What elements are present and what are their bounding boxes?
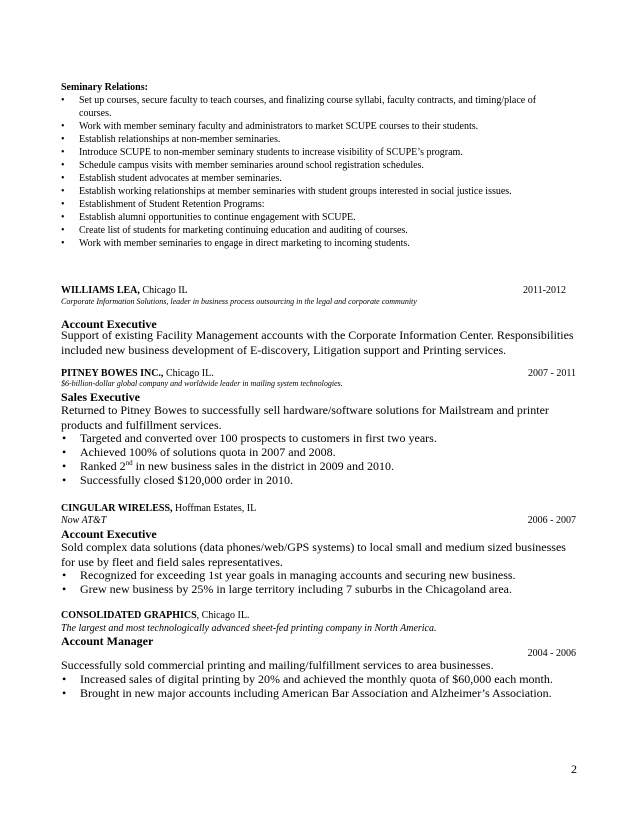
list-item: • Successfully closed $120,000 order in 2010. (62, 473, 577, 487)
company-location: Chicago IL (139, 285, 188, 296)
job-title: Account Manager (61, 634, 154, 648)
company-tagline: Corporate Information Solutions, leader in business process outsourcing in the legal and corporate community (61, 297, 417, 306)
list-item: • Create list of students for marketing continuing education and auditing of courses. (61, 224, 561, 237)
list-item: • Introduce SCUPE to non-member seminary students to increase visibility of SCUPE’s program. (61, 146, 561, 159)
job-dates: 2006 - 2007 (527, 515, 576, 526)
list-item: • Brought in new major accounts including American Bar Association and Alzheimer’s Association. (62, 686, 577, 700)
list-item: • Establish relationships at non-member seminaries. (61, 133, 561, 146)
cingular-bullet-list (62, 568, 577, 596)
company-tagline: $6-billion-dollar global company and worldwide leader in mailing system technologies. (61, 379, 343, 388)
company-name: CONSOLIDATED GRAPHICS (61, 610, 197, 621)
company-location: Chicago IL. (163, 368, 214, 379)
consolidated-header (61, 609, 576, 622)
job-dates: 2011-2012 (523, 285, 566, 296)
ranked-text-rest: in new business sales in the district in 2009 and 2010. (132, 459, 394, 473)
job-description: Returned to Pitney Bowes to successfully sell hardware/software solutions for Mailstream and printer products and fulfillment services. (61, 403, 549, 432)
list-item: • Establish working relationships at member seminaries with student groups interested in social justice issues. (61, 185, 561, 198)
job-description: Successfully sold commercial printing and mailing/fulfillment services to area businesses. (61, 658, 494, 672)
pitney-bullet-list (62, 431, 577, 487)
company-tagline: The largest and most technologically advanced sheet-fed printing company in North America. (61, 623, 437, 634)
job-title: Account Executive (61, 317, 157, 331)
job-description: Support of existing Facility Management accounts with the Corporate Information Center. Responsibilities included new business development of E-discovery, Litigation support and Printing services. (61, 328, 574, 357)
list-item: • Establish alumni opportunities to continue engagement with SCUPE. (61, 211, 561, 224)
list-item: • Increased sales of digital printing by 20% and achieved the monthly quota of $60,000 each month. (62, 672, 577, 686)
consolidated-bullet-list (62, 672, 577, 700)
company-name: PITNEY BOWES INC., (61, 368, 164, 379)
list-item: • Work with member seminary faculty and administrators to market SCUPE courses to their students. (61, 120, 561, 133)
company-tagline: Now AT&T (61, 515, 107, 526)
list-item: • Work with member seminaries to engage in direct marketing to incoming students. (61, 237, 561, 250)
job-title: Sales Executive (61, 390, 140, 404)
company-location: Hoffman Estates, IL (172, 503, 257, 514)
seminary-heading: Seminary Relations: (61, 82, 148, 93)
company-name: WILLIAMS LEA, (61, 285, 140, 296)
job-dates: 2004 - 2006 (527, 648, 576, 659)
job-title: Account Executive (61, 527, 157, 541)
seminary-bullet-list (61, 94, 561, 250)
list-item: • Recognized for exceeding 1st year goals in managing accounts and securing new business. (62, 568, 577, 582)
list-item: • Set up courses, secure faculty to teach courses, and finalizing course syllabi, faculty contracts, and timing/place of courses. (61, 94, 561, 120)
page-number: 2 (571, 762, 577, 776)
company-location: , Chicago IL. (196, 610, 250, 621)
ordinal-suffix: nd (125, 459, 133, 467)
list-item: • Establishment of Student Retention Programs: (61, 198, 561, 211)
seminary-section (61, 81, 576, 250)
list-item: • Schedule campus visits with member seminaries around school registration schedules. (61, 159, 561, 172)
company-name: CINGULAR WIRELESS, (61, 503, 173, 514)
list-item: • Establish student advocates at member seminaries. (61, 172, 561, 185)
list-item: • Achieved 100% of solutions quota in 2007 and 2008. (62, 445, 577, 459)
job-description: Sold complex data solutions (data phones/web/GPS systems) to local small and medium sized businesses for use by fleet and field sales representatives. (61, 540, 566, 569)
list-item: • Grew new business by 25% in large territory including 7 suburbs in the Chicagoland area. (62, 582, 577, 596)
ranked-text: Ranked 2 (80, 459, 126, 473)
list-item (62, 459, 577, 473)
job-dates: 2007 - 2011 (528, 368, 576, 379)
list-item: • Targeted and converted over 100 prospects to customers in first two years. (62, 431, 577, 445)
cingular-subheader (61, 514, 576, 527)
